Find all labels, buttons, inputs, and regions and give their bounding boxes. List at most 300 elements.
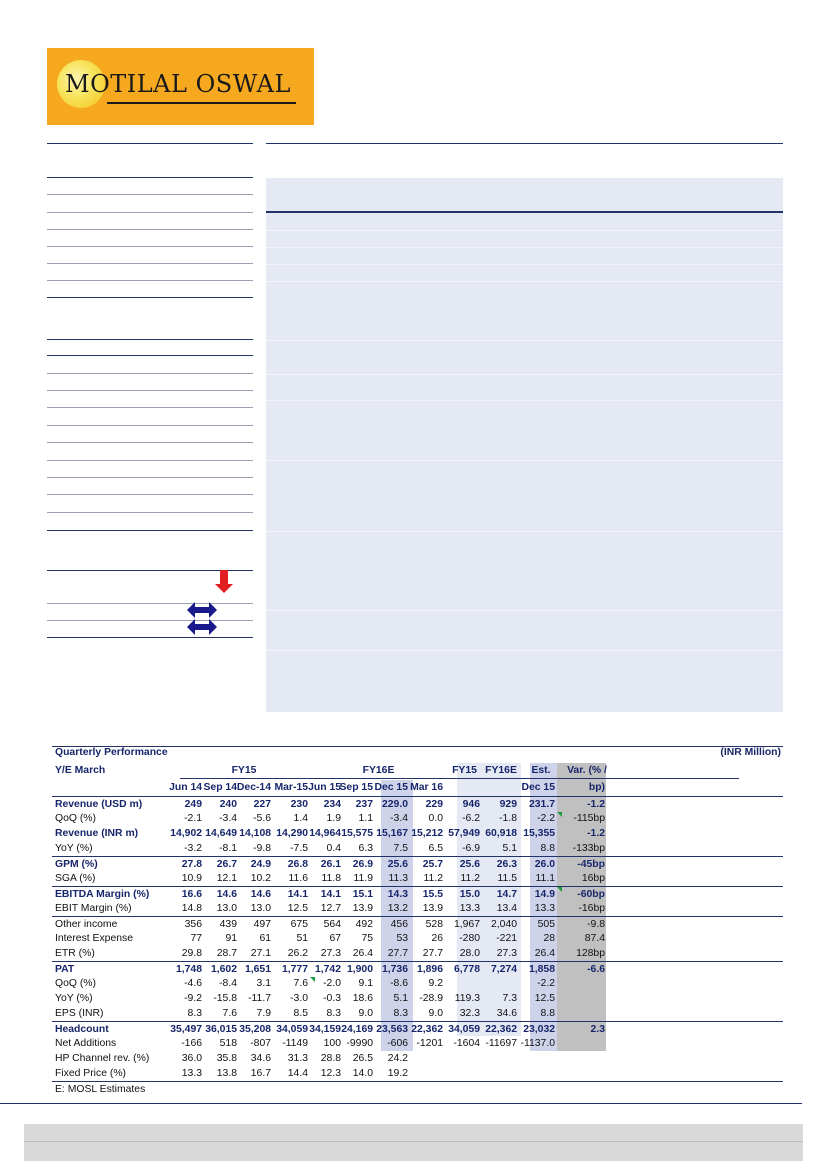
sidebar-rule <box>47 477 253 478</box>
table-cell: 14.1 <box>287 889 308 900</box>
table-cell: 13.2 <box>387 903 408 914</box>
table-cell: 1,602 <box>210 964 237 975</box>
sidebar-rule <box>47 355 253 356</box>
sidebar-rule <box>47 637 253 638</box>
row-label: YoY (%) <box>55 993 93 1004</box>
table-cell: 13.3 <box>459 903 480 914</box>
row-label: SGA (%) <box>55 873 96 884</box>
table-cell: 8.8 <box>540 1008 555 1019</box>
table-cell: -7.5 <box>290 843 308 854</box>
table-cell: 31.3 <box>287 1053 308 1064</box>
table-cell: 57,949 <box>448 828 480 839</box>
table-cell: 26.3 <box>496 859 517 870</box>
table-cell: 35,497 <box>170 1024 202 1035</box>
table-row <box>52 826 783 841</box>
table-cell: 29.8 <box>181 948 202 959</box>
sidebar-rule <box>47 280 253 281</box>
table-cell: 9.1 <box>358 978 373 989</box>
table-cell: -11.7 <box>248 993 271 1004</box>
table-cell: 25.6 <box>459 859 480 870</box>
table-cell: -1.2 <box>587 828 605 839</box>
table-cell: 7,274 <box>490 964 517 975</box>
table-cell: -1.8 <box>499 813 517 824</box>
table-cell: 91 <box>225 933 237 944</box>
sidebar-rule <box>47 512 253 513</box>
table-cell: -11697 <box>485 1038 517 1049</box>
column-header: Sep 15 <box>339 782 373 793</box>
sidebar-rule <box>47 246 253 247</box>
table-cell: -1.2 <box>587 799 605 810</box>
table-cell: 35,208 <box>239 1024 271 1035</box>
table-cell: 26.1 <box>320 859 341 870</box>
table-cell: 8.5 <box>293 1008 308 1019</box>
table-cell: 34.6 <box>496 1008 517 1019</box>
row-label: Net Additions <box>55 1038 117 1049</box>
table-cell: 34,159 <box>309 1024 341 1035</box>
table-cell: 11.1 <box>535 873 555 884</box>
table-cell: 28.8 <box>320 1053 341 1064</box>
table-cell: 14.3 <box>387 889 408 900</box>
panel-stripe <box>266 531 783 532</box>
table-cell: 14.6 <box>216 889 237 900</box>
summary-panel <box>266 178 783 712</box>
table-cell: 1.1 <box>358 813 373 824</box>
table-cell: -1201 <box>416 1038 443 1049</box>
table-cell: -1137.0 <box>520 1038 555 1049</box>
header-rule <box>180 778 739 779</box>
table-row <box>52 811 783 826</box>
comment-marker-icon <box>557 812 562 817</box>
table-cell: -0.3 <box>323 993 341 1004</box>
table-cell: 26.7 <box>216 859 237 870</box>
table-cell: 11.8 <box>321 873 341 884</box>
panel-stripe <box>266 610 783 611</box>
table-cell: -28.9 <box>419 993 443 1004</box>
panel-stripe <box>266 650 783 651</box>
comment-marker-icon <box>310 977 315 982</box>
table-cell: 12.1 <box>216 873 237 884</box>
column-header: Dec 15 <box>521 782 555 793</box>
table-cell: 13.4 <box>496 903 517 914</box>
table-cell: 227 <box>253 799 271 810</box>
table-cell: -606 <box>387 1038 408 1049</box>
table-cell: 6,778 <box>453 964 480 975</box>
table-cell: 14,108 <box>239 828 271 839</box>
table-cell: 231.7 <box>528 799 555 810</box>
sidebar-rule <box>47 407 253 408</box>
row-label: Headcount <box>55 1024 109 1035</box>
table-cell: 9.0 <box>428 1008 443 1019</box>
table-cell: 15.5 <box>422 889 443 900</box>
table-cell: 9.0 <box>358 1008 373 1019</box>
fy16e-group-label: FY16E <box>362 765 395 776</box>
table-cell: 36.0 <box>181 1053 202 1064</box>
table-cell: 18.6 <box>352 993 373 1004</box>
table-cell: 7.9 <box>256 1008 271 1019</box>
table-cell: 15,575 <box>341 828 373 839</box>
table-cell: 1,896 <box>416 964 443 975</box>
brand-name: MOTILAL OSWAL <box>65 70 291 98</box>
table-cell: 8.8 <box>540 843 555 854</box>
table-cell: 77 <box>190 933 202 944</box>
table-cell: 11.5 <box>497 873 517 884</box>
sidebar-rule <box>47 442 253 443</box>
table-cell: 240 <box>219 799 237 810</box>
table-cell: 1,900 <box>346 964 373 975</box>
table-cell: 16bp <box>581 873 605 884</box>
sidebar-rule <box>47 297 253 298</box>
table-cell: -280 <box>459 933 480 944</box>
table-cell: 249 <box>184 799 202 810</box>
table-cell: -60bp <box>577 889 605 900</box>
table-title: Quarterly Performance <box>55 747 168 758</box>
table-cell: 27.7 <box>422 948 443 959</box>
footer-band <box>24 1124 803 1161</box>
table-cell: 26.4 <box>352 948 373 959</box>
table-cell: 15.0 <box>459 889 480 900</box>
table-cell: 15,212 <box>411 828 443 839</box>
table-cell: 36,015 <box>205 1024 237 1035</box>
column-header: Sep 14 <box>203 782 237 793</box>
table-cell: 497 <box>253 919 271 930</box>
table-cell: -9990 <box>346 1038 373 1049</box>
table-cell: 528 <box>425 919 443 930</box>
row-label: PAT <box>55 964 75 975</box>
row-label: EBIT Margin (%) <box>55 903 132 914</box>
table-cell: -3.4 <box>390 813 408 824</box>
table-footnote: E: MOSL Estimates <box>55 1084 146 1095</box>
table-cell: 564 <box>323 919 341 930</box>
table-cell: 27.8 <box>181 859 202 870</box>
panel-stripe <box>266 281 783 282</box>
table-row <box>52 886 783 902</box>
variance-label: Var. (% / <box>567 765 607 776</box>
panel-stripe <box>266 374 783 375</box>
table-cell: 229.0 <box>381 799 408 810</box>
table-cell: 2.3 <box>590 1024 605 1035</box>
table-cell: 34,059 <box>276 1024 308 1035</box>
table-cell: -8.6 <box>390 978 408 989</box>
table-cell: 456 <box>390 919 408 930</box>
table-cell: -6.9 <box>462 843 480 854</box>
table-cell: -9.8 <box>253 843 271 854</box>
table-cell: 35.8 <box>216 1053 237 1064</box>
row-label: EPS (INR) <box>55 1008 104 1019</box>
row-label: Interest Expense <box>55 933 133 944</box>
table-cell: 32.3 <box>459 1008 480 1019</box>
table-cell: 11.2 <box>423 873 443 884</box>
table-cell: 9.2 <box>428 978 443 989</box>
year-end-label: Y/E March <box>55 765 106 776</box>
table-cell: -5.6 <box>253 813 271 824</box>
table-cell: -3.2 <box>184 843 202 854</box>
table-cell: 34,059 <box>448 1024 480 1035</box>
table-cell: 13.3 <box>181 1068 202 1079</box>
panel-top-rule <box>266 143 783 144</box>
estimate-label: Est. <box>531 765 551 776</box>
table-row <box>52 1051 783 1066</box>
table-cell: 22,362 <box>485 1024 517 1035</box>
table-unit: (INR Million) <box>720 747 781 758</box>
table-cell: -2.1 <box>184 813 202 824</box>
table-cell: -133bp <box>572 843 605 854</box>
table-row <box>52 901 783 916</box>
row-label: YoY (%) <box>55 843 93 854</box>
table-cell: 7.3 <box>502 993 517 1004</box>
table-cell: 7.6 <box>293 978 308 989</box>
row-label: Other income <box>55 919 118 930</box>
table-cell: 23,032 <box>523 1024 555 1035</box>
table-cell: 10.9 <box>181 873 202 884</box>
row-label: Revenue (USD m) <box>55 799 143 810</box>
table-cell: 14.0 <box>352 1068 373 1079</box>
table-cell: 25.7 <box>422 859 443 870</box>
fy16e-column-label: FY16E <box>485 765 517 776</box>
table-cell: 14,290 <box>276 828 308 839</box>
table-cell: 13.8 <box>216 1068 237 1079</box>
table-cell: -4.6 <box>184 978 202 989</box>
table-cell: -2.0 <box>323 978 341 989</box>
table-cell: 34.6 <box>250 1053 271 1064</box>
column-header: Mar 16 <box>410 782 443 793</box>
table-cell: 237 <box>355 799 373 810</box>
table-cell: 26.0 <box>534 859 555 870</box>
table-cell: 15,167 <box>376 828 408 839</box>
table-cell: 15.1 <box>352 889 373 900</box>
row-label: ETR (%) <box>55 948 95 959</box>
table-cell: 26.2 <box>287 948 308 959</box>
table-cell: 24,169 <box>341 1024 373 1035</box>
table-row <box>52 871 783 886</box>
table-cell: 12.7 <box>320 903 341 914</box>
table-cell: 15,355 <box>523 828 555 839</box>
table-cell: -115bp <box>573 813 605 824</box>
table-cell: 53 <box>396 933 408 944</box>
table-cell: -45bp <box>577 859 605 870</box>
table-cell: 1,748 <box>175 964 202 975</box>
table-cell: 100 <box>323 1038 341 1049</box>
panel-stripe <box>266 400 783 401</box>
table-cell: 8.3 <box>393 1008 408 1019</box>
table-cell: 10.2 <box>250 873 271 884</box>
table-row <box>52 856 783 872</box>
panel-stripe <box>266 264 783 265</box>
table-cell: 11.6 <box>288 873 308 884</box>
sidebar-rule <box>47 263 253 264</box>
column-header: Dec-14 <box>236 782 271 793</box>
table-cell: 14.7 <box>496 889 517 900</box>
table-cell: 27.1 <box>250 948 271 959</box>
table-row <box>52 1066 783 1081</box>
table-cell: -2.2 <box>537 813 555 824</box>
footer-band-divider <box>24 1141 803 1142</box>
table-cell: 11.3 <box>388 873 408 884</box>
table-cell: -221 <box>496 933 517 944</box>
footer-rule <box>0 1103 802 1104</box>
sidebar-rule <box>47 620 253 621</box>
table-cell: 11.2 <box>460 873 480 884</box>
table-row <box>52 946 783 961</box>
table-cell: 16.7 <box>250 1068 271 1079</box>
table-cell: 128bp <box>576 948 605 959</box>
table-cell: 13.9 <box>422 903 443 914</box>
table-cell: 26 <box>431 933 443 944</box>
table-cell: -1149 <box>282 1038 308 1049</box>
table-cell: 8.3 <box>326 1008 341 1019</box>
sidebar-rule <box>47 530 253 531</box>
table-row <box>52 1036 783 1051</box>
table-cell: 19.2 <box>387 1068 408 1079</box>
table-cell: 929 <box>499 799 517 810</box>
panel-stripe <box>266 460 783 461</box>
column-header: Mar-15 <box>274 782 308 793</box>
table-cell: 12.5 <box>287 903 308 914</box>
table-cell: 0.0 <box>428 813 443 824</box>
table-cell: 14.6 <box>250 889 271 900</box>
table-cell: 505 <box>537 919 555 930</box>
table-cell: 67 <box>329 933 341 944</box>
table-row <box>52 841 783 856</box>
table-cell: 75 <box>361 933 373 944</box>
table-cell: 14,902 <box>170 828 202 839</box>
sidebar-rule <box>47 177 253 178</box>
column-header: Jun 14 <box>169 782 202 793</box>
table-cell: -2.2 <box>537 978 555 989</box>
table-cell: 675 <box>290 919 308 930</box>
table-cell: 28.7 <box>216 948 237 959</box>
table-cell: -1604 <box>453 1038 480 1049</box>
table-cell: -6.2 <box>462 813 480 824</box>
table-cell: 61 <box>259 933 271 944</box>
table-cell: 14,649 <box>205 828 237 839</box>
brand-logo <box>47 48 314 125</box>
table-cell: 24.9 <box>250 859 271 870</box>
fy15-column-label: FY15 <box>452 765 477 776</box>
table-cell: 60,918 <box>485 828 517 839</box>
table-cell: -6.6 <box>587 964 605 975</box>
logo-underline <box>107 102 296 104</box>
table-cell: 27.3 <box>496 948 517 959</box>
row-label: Fixed Price (%) <box>55 1068 127 1079</box>
table-cell: 518 <box>219 1038 237 1049</box>
sidebar-rule <box>47 425 253 426</box>
double-arrow-icon <box>187 621 217 633</box>
fy15-group-label: FY15 <box>231 765 257 776</box>
table-cell: 8.3 <box>187 1008 202 1019</box>
table-cell: 1,967 <box>453 919 480 930</box>
sidebar-rule <box>47 373 253 374</box>
table-cell: 87.4 <box>584 933 605 944</box>
table-cell: 13.9 <box>352 903 373 914</box>
table-cell: 7.5 <box>393 843 408 854</box>
table-cell: 13.3 <box>534 903 555 914</box>
table-cell: 26.5 <box>352 1053 373 1064</box>
table-cell: 14.9 <box>534 889 555 900</box>
table-cell: 1,736 <box>381 964 408 975</box>
table-cell: 14.4 <box>287 1068 308 1079</box>
row-label: EBITDA Margin (%) <box>55 889 150 900</box>
sidebar-rule <box>47 390 253 391</box>
sidebar-rule <box>47 494 253 495</box>
table-cell: 3.1 <box>256 978 271 989</box>
panel-stripe <box>266 230 783 231</box>
sidebar-rule <box>47 143 253 144</box>
table-cell: 1.4 <box>293 813 308 824</box>
table-cell: 23,563 <box>376 1024 408 1035</box>
table-cell: 13.0 <box>250 903 271 914</box>
table-cell: 14.1 <box>320 889 341 900</box>
table-cell: 51 <box>296 933 308 944</box>
table-cell: -9.2 <box>184 993 202 1004</box>
table-cell: 492 <box>355 919 373 930</box>
table-cell: 6.5 <box>428 843 443 854</box>
table-cell: 2,040 <box>490 919 517 930</box>
sidebar-rule <box>47 194 253 195</box>
sidebar-rule <box>47 603 253 604</box>
table-cell: 356 <box>184 919 202 930</box>
table-row <box>52 961 783 977</box>
table-cell: 1,742 <box>314 964 341 975</box>
panel-stripe <box>266 247 783 248</box>
table-cell: 27.7 <box>387 948 408 959</box>
table-cell: 229 <box>425 799 443 810</box>
table-footnote-row <box>52 1082 783 1097</box>
table-cell: 6.3 <box>358 843 373 854</box>
table-cell: 0.4 <box>326 843 341 854</box>
sidebar-rule <box>47 339 253 340</box>
row-label: QoQ (%) <box>55 813 96 824</box>
sidebar-rule <box>47 229 253 230</box>
table-cell: 24.2 <box>387 1053 408 1064</box>
table-cell: 28 <box>543 933 555 944</box>
table-cell: 439 <box>219 919 237 930</box>
table-cell: 12.5 <box>534 993 555 1004</box>
table-row <box>52 931 783 946</box>
table-cell: 26.8 <box>287 859 308 870</box>
table-cell: -8.4 <box>219 978 237 989</box>
table-cell: -8.1 <box>219 843 237 854</box>
double-arrow-icon <box>187 604 217 616</box>
row-label: GPM (%) <box>55 859 98 870</box>
table-row <box>52 1006 783 1021</box>
table-row <box>52 796 783 812</box>
table-row <box>52 916 783 932</box>
table-cell: -3.0 <box>290 993 308 1004</box>
table-cell: 1.9 <box>326 813 341 824</box>
table-cell: 14,964 <box>309 828 341 839</box>
table-cell: -9.8 <box>587 919 605 930</box>
table-row <box>52 976 783 991</box>
table-cell: -15.8 <box>213 993 237 1004</box>
table-column-header <box>52 780 783 795</box>
table-cell: 13.0 <box>216 903 237 914</box>
table-cell: 946 <box>462 799 480 810</box>
table-cell: 26.9 <box>352 859 373 870</box>
table-cell: 119.3 <box>454 993 480 1004</box>
row-label: QoQ (%) <box>55 978 96 989</box>
panel-header-rule <box>266 211 783 213</box>
table-cell: 5.1 <box>393 993 408 1004</box>
table-cell: 1,777 <box>281 964 308 975</box>
table-cell: -807 <box>250 1038 271 1049</box>
table-cell: 22,362 <box>411 1024 443 1035</box>
table-cell: 7.6 <box>222 1008 237 1019</box>
table-cell: 28.0 <box>459 948 480 959</box>
table-cell: -3.4 <box>219 813 237 824</box>
table-cell: 26.4 <box>534 948 555 959</box>
table-group-header <box>52 763 783 778</box>
table-cell: 1,858 <box>528 964 555 975</box>
